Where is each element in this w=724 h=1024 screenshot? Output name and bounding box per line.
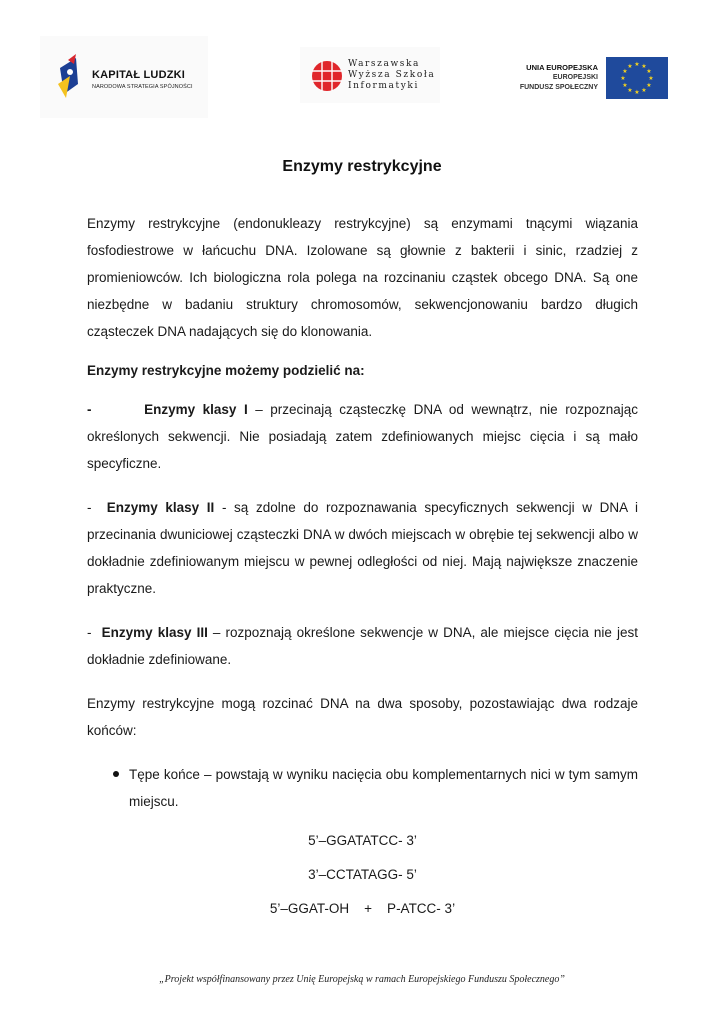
svg-text:★: ★ — [646, 68, 652, 75]
wwsi-line-3: Informatyki — [348, 81, 419, 91]
svg-text:★: ★ — [648, 75, 654, 82]
kapital-ludzki-subtitle: NARODOWA STRATEGIA SPÓJNOŚCI — [92, 84, 193, 90]
class-3-paragraph — [87, 619, 638, 673]
class-2-paragraph — [87, 494, 638, 602]
footer-note: „Projekt współfinansowany przez Unię Europejską w ramach Europejskiego Funduszu Społecznego” — [159, 974, 565, 985]
bullet-icon — [113, 771, 119, 777]
page-header — [0, 0, 724, 130]
kapital-ludzki-mark-icon — [56, 54, 82, 100]
eu-line-2: EUROPEJSKI — [552, 74, 598, 81]
wwsi-name — [348, 59, 435, 92]
svg-text:★: ★ — [622, 68, 628, 75]
sequence-2: 3’–CCTATAGG- 5’ — [308, 867, 417, 882]
eu-flag-icon — [606, 57, 668, 99]
document-body — [87, 210, 638, 926]
ends-intro-paragraph: Enzymy restrykcyjne mogą rozcinać DNA na dwa sposoby, pozostawiając dwa rodzaje końców: — [87, 696, 638, 738]
svg-text:★: ★ — [641, 87, 647, 94]
svg-text:★: ★ — [634, 89, 640, 96]
bullet-blunt-ends — [87, 761, 638, 815]
wwsi-line-1: Warszawska — [348, 59, 421, 69]
document-title: Enzymy restrykcyjne — [282, 158, 442, 175]
svg-text:★: ★ — [620, 75, 626, 82]
class-2-text: - są zdolne do rozpoznawania specyficznych sekwencji w DNA i przecinania dwuniciowej cząsteczki DNA w dwóch miejscach w obrębie tej sekwencji albo w dokładnie zdefiniowanym miejscu w pewnej odległości od niej. Mają największe znaczenie praktyczne. — [87, 500, 638, 596]
svg-text:★: ★ — [622, 82, 628, 89]
bullet-blunt-text: Tępe końce – powstają w wyniku nacięcia obu komplementarnych nici w tym samym miejscu. — [129, 767, 638, 809]
wwsi-logo — [300, 47, 440, 103]
class-3-label: Enzymy klasy III — [101, 625, 208, 640]
class-1-text: – przecinają cząsteczkę DNA od wewnątrz, nie rozpoznając określonych sekwencji. Nie posiadają zatem zdefiniowanych miejsc cięcia i są mało specyficzne. — [87, 402, 638, 471]
eu-line-3: FUNDUSZ SPOŁECZNY — [519, 84, 598, 91]
eu-logo — [505, 55, 670, 100]
class-2-dash: - — [87, 500, 92, 515]
class-1-label: Enzymy klasy I — [144, 402, 248, 417]
wwsi-line-2: Wyższa Szkoła — [348, 70, 436, 80]
sequence-1: 5’–GGATATCC- 3’ — [308, 833, 417, 848]
wwsi-mark-icon — [310, 59, 344, 93]
intro-paragraph: Enzymy restrykcyjne (endonukleazy restrykcyjne) są enzymami tnącymi wiązania fosfodiestrowe w łańcuchu DNA. Izolowane są głownie z bakterii i sinic, rzadziej z promieniowców. Ich biologiczna rola polega na rozcinaniu cząstek obcego DNA. Są one niezbędne w badaniu struktury chromosomów, sekwencjonowaniu bardzo długich cząsteczek DNA nadających się do klonowania. — [87, 216, 638, 339]
division-heading: Enzymy restrykcyjne możemy podzielić na: — [87, 363, 365, 378]
class-2-label: Enzymy klasy II — [106, 500, 215, 515]
svg-text:★: ★ — [627, 87, 633, 94]
class-3-text: – rozpoznają określone sekwencje w DNA, ale miejsce cięcia nie jest dokładnie zdefiniowane. — [87, 625, 638, 667]
sequence-3: 5’–GGAT-OH + P-ATCC- 3’ — [269, 901, 456, 916]
eu-text — [520, 63, 598, 93]
class-1-dash: - — [87, 402, 92, 417]
class-3-dash: - — [87, 625, 92, 640]
eu-line-1: UNIA EUROPEJSKA — [526, 63, 598, 72]
svg-text:★: ★ — [646, 82, 652, 89]
svg-text:★: ★ — [634, 61, 640, 68]
svg-text:★: ★ — [641, 63, 647, 70]
svg-text:★: ★ — [627, 63, 633, 70]
kapital-ludzki-logo — [40, 36, 208, 118]
kapital-ludzki-title: KAPITAŁ LUDZKI — [92, 69, 186, 81]
class-1-paragraph — [87, 396, 638, 477]
